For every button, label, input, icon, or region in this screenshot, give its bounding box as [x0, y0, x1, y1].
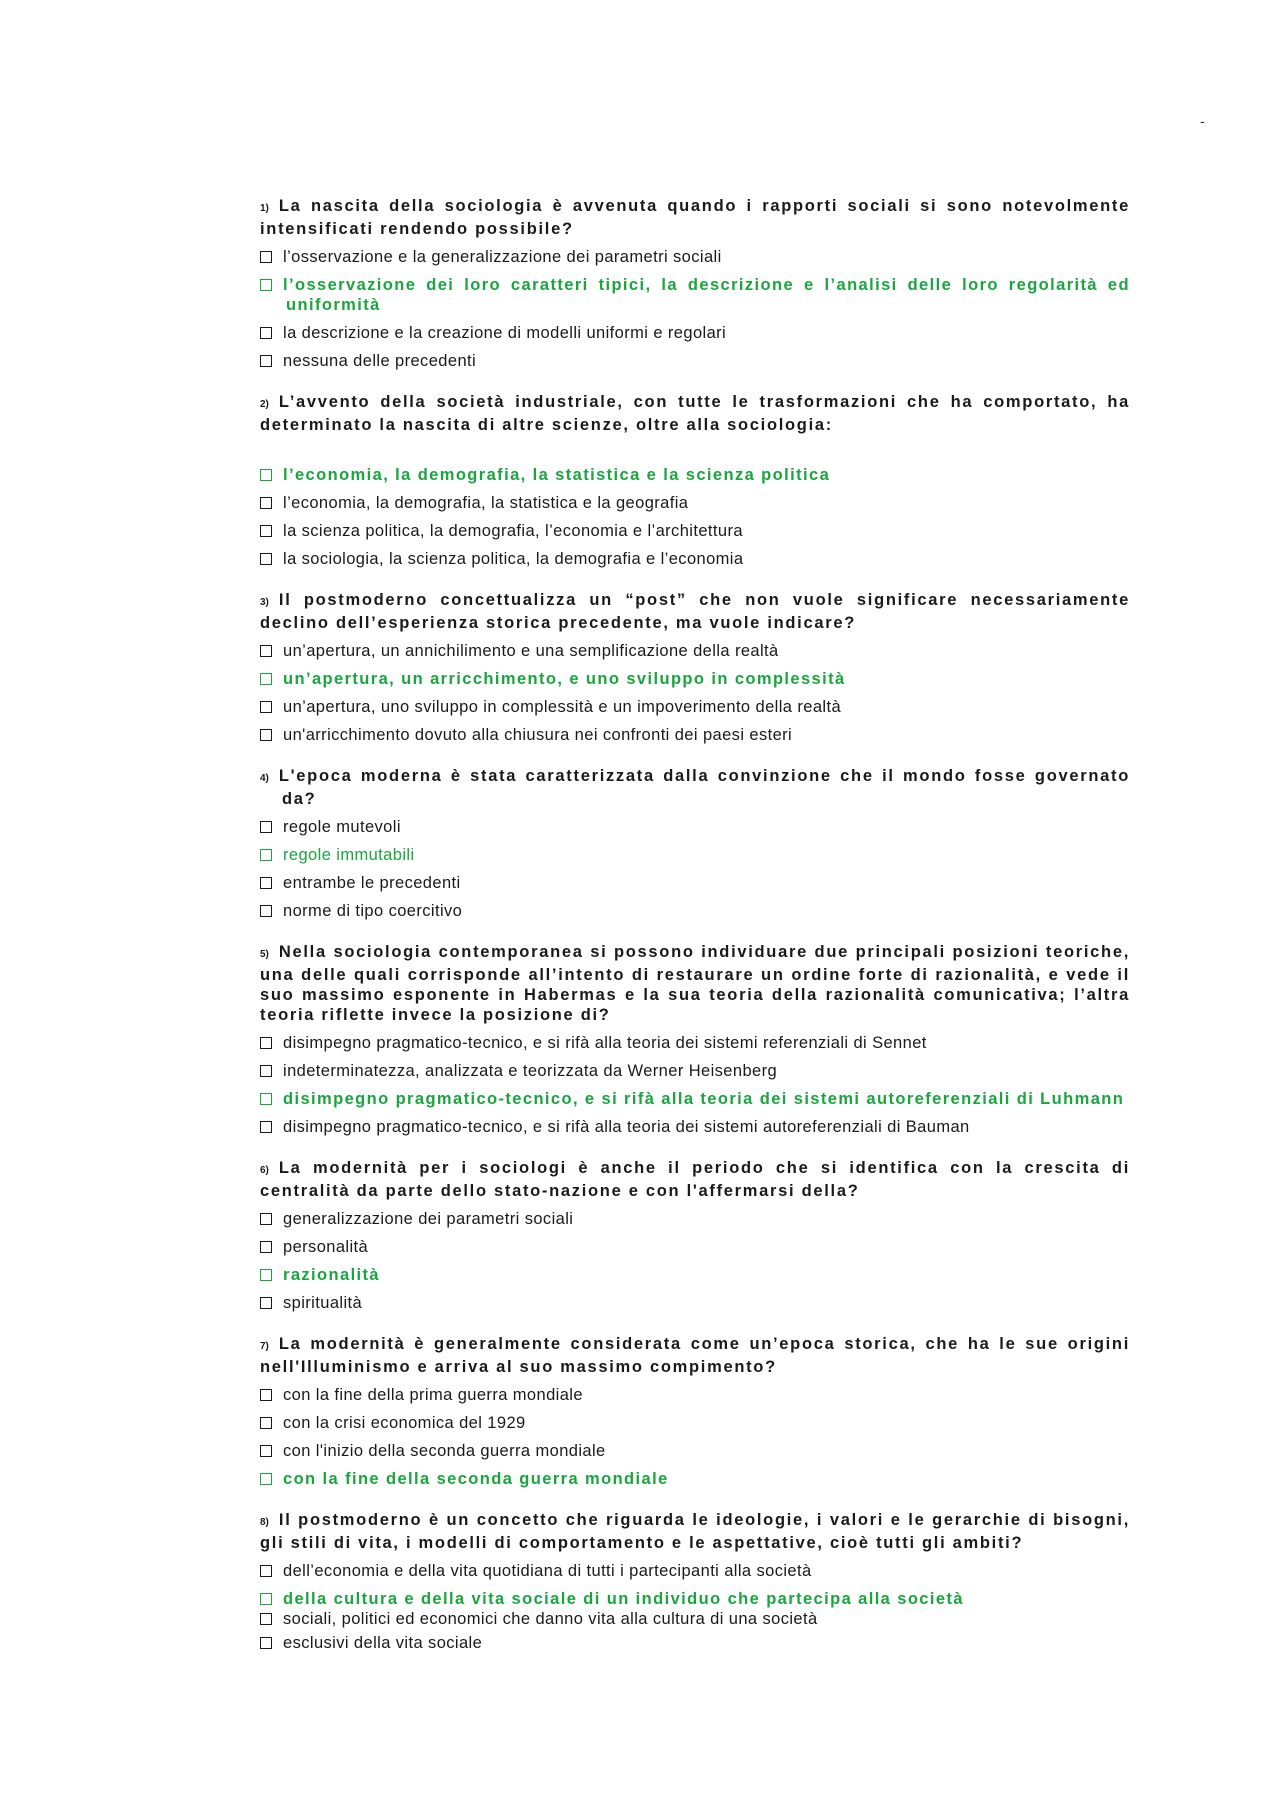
answer-option[interactable]: norme di tipo coercitivo — [260, 897, 1130, 925]
answer-option[interactable]: entrambe le precedenti — [260, 869, 1130, 897]
checkbox-icon[interactable] — [260, 1093, 272, 1105]
question-text: 3) Il postmoderno concettualizza un “post” che non vuole significare necessariamente declino dell’esperienza storica precedente, ma vuole indicare? — [260, 591, 1130, 632]
answer-option[interactable]: la descrizione e la creazione di modelli uniformi e regolari — [260, 319, 1130, 347]
checkbox-icon[interactable] — [260, 1473, 272, 1485]
answer-options — [260, 243, 1130, 375]
question-number: 4) — [260, 773, 269, 784]
checkbox-icon[interactable] — [260, 1037, 272, 1049]
checkbox-icon[interactable] — [260, 1417, 272, 1429]
answer-option[interactable]: esclusivi della vita sociale — [260, 1629, 1130, 1657]
question-5 — [260, 942, 1130, 1141]
question-number: 8) — [260, 1517, 269, 1528]
answer-option[interactable]: un'arricchimento dovuto alla chiusura nei confronti dei paesi esteri — [260, 721, 1130, 749]
answer-option-correct[interactable]: della cultura e della vita sociale di un individuo che partecipa alla società — [260, 1585, 1130, 1609]
answer-options — [260, 1029, 1130, 1141]
checkbox-icon[interactable] — [260, 1213, 272, 1225]
question-6 — [260, 1158, 1130, 1317]
checkbox-icon[interactable] — [260, 469, 272, 481]
answer-option-correct[interactable]: razionalità — [260, 1261, 1130, 1289]
answer-option[interactable]: la sociologia, la scienza politica, la demografia e l’economia — [260, 545, 1130, 573]
checkbox-icon[interactable] — [260, 1241, 272, 1253]
question-text: 5) Nella sociologia contemporanea si possono individuare due principali posizioni teoriche, una delle quali corrisponde all’intento di restaurare un ordine forte di razionalità, e vede il suo massimo esponente in Habermas e la sua teoria della razionalità comunicativa; l’altra teoria riflette invece la posizione di? — [260, 943, 1130, 1024]
answer-option[interactable]: regole mutevoli — [260, 813, 1130, 841]
question-8 — [260, 1510, 1130, 1657]
quiz-document — [260, 196, 1130, 1674]
answer-option[interactable]: un’apertura, uno sviluppo in complessità e un impoverimento della realtà — [260, 693, 1130, 721]
answer-options — [260, 637, 1130, 749]
answer-option[interactable]: l’osservazione e la generalizzazione dei parametri sociali — [260, 243, 1130, 271]
answer-options — [260, 1205, 1130, 1317]
checkbox-icon[interactable] — [260, 1297, 272, 1309]
answer-option[interactable]: un’apertura, un annichilimento e una semplificazione della realtà — [260, 637, 1130, 665]
checkbox-icon[interactable] — [260, 1269, 272, 1281]
checkbox-icon[interactable] — [260, 553, 272, 565]
question-1 — [260, 196, 1130, 375]
checkbox-icon[interactable] — [260, 701, 272, 713]
question-7 — [260, 1334, 1130, 1493]
answer-option[interactable]: indeterminatezza, analizzata e teorizzata da Werner Heisenberg — [260, 1057, 1130, 1085]
answer-options — [260, 1381, 1130, 1493]
answer-option[interactable]: sociali, politici ed economici che danno vita alla cultura di una società — [260, 1609, 1130, 1629]
answer-option-correct[interactable]: l’economia, la demografia, la statistica e la scienza politica — [260, 461, 1130, 489]
spacer — [260, 439, 1130, 461]
answer-option[interactable]: dell’economia e della vita quotidiana di tutti i partecipanti alla società — [260, 1557, 1130, 1585]
checkbox-icon[interactable] — [260, 821, 272, 833]
question-2 — [260, 392, 1130, 573]
answer-option[interactable]: spiritualità — [260, 1289, 1130, 1317]
checkbox-icon[interactable] — [260, 355, 272, 367]
question-text: 4) L'epoca moderna è stata caratterizzata dalla convinzione che il mondo fosse governato da? — [260, 767, 1130, 808]
answer-option[interactable]: l’economia, la demografia, la statistica e la geografia — [260, 489, 1130, 517]
checkbox-icon[interactable] — [260, 1121, 272, 1133]
checkbox-icon[interactable] — [260, 729, 272, 741]
checkbox-icon[interactable] — [260, 877, 272, 889]
answer-option[interactable]: con la crisi economica del 1929 — [260, 1409, 1130, 1437]
checkbox-icon[interactable] — [260, 645, 272, 657]
checkbox-icon[interactable] — [260, 251, 272, 263]
question-number: 1) — [260, 203, 269, 214]
answer-option-correct[interactable]: disimpegno pragmatico-tecnico, e si rifà alla teoria dei sistemi autoreferenziali di Luhmann — [260, 1085, 1130, 1113]
checkbox-icon[interactable] — [260, 1637, 272, 1649]
checkbox-icon[interactable] — [260, 1065, 272, 1077]
checkbox-icon[interactable] — [260, 849, 272, 861]
answer-option[interactable]: la scienza politica, la demografia, l’economia e l’architettura — [260, 517, 1130, 545]
answer-options — [260, 461, 1130, 573]
answer-option-correct[interactable]: con la fine della seconda guerra mondiale — [260, 1465, 1130, 1493]
answer-option-correct[interactable]: regole immutabili — [260, 841, 1130, 869]
answer-option[interactable]: personalità — [260, 1233, 1130, 1261]
checkbox-icon[interactable] — [260, 905, 272, 917]
checkbox-icon[interactable] — [260, 1445, 272, 1457]
question-number: 2) — [260, 399, 269, 410]
answer-option[interactable]: nessuna delle precedenti — [260, 347, 1130, 375]
checkbox-icon[interactable] — [260, 1565, 272, 1577]
checkbox-icon[interactable] — [260, 497, 272, 509]
answer-option[interactable]: generalizzazione dei parametri sociali — [260, 1205, 1130, 1233]
checkbox-icon[interactable] — [260, 1593, 272, 1605]
page-mark: - — [1200, 113, 1205, 129]
answer-option-correct[interactable]: l’osservazione dei loro caratteri tipici, la descrizione e l’analisi delle loro regolarità ed uniformità — [260, 271, 1130, 319]
question-number: 3) — [260, 597, 269, 608]
answer-option-correct[interactable]: un’apertura, un arricchimento, e uno sviluppo in complessità — [260, 665, 1130, 693]
question-text: 8) Il postmoderno è un concetto che riguarda le ideologie, i valori e le gerarchie di bisogni, gli stili di vita, i modelli di comportamento e le aspettative, cioè tutti gli ambiti? — [260, 1511, 1130, 1552]
answer-option[interactable]: disimpegno pragmatico-tecnico, e si rifà alla teoria dei sistemi referenziali di Sennet — [260, 1029, 1130, 1057]
checkbox-icon[interactable] — [260, 1389, 272, 1401]
question-number: 5) — [260, 949, 269, 960]
answer-option[interactable]: con l'inizio della seconda guerra mondiale — [260, 1437, 1130, 1465]
question-4 — [260, 766, 1130, 925]
question-text: 2) L’avvento della società industriale, con tutte le trasformazioni che ha comportato, ha determinato la nascita di altre scienze, oltre alla sociologia: — [260, 393, 1130, 434]
answer-options — [260, 1557, 1130, 1657]
question-number: 7) — [260, 1341, 269, 1352]
checkbox-icon[interactable] — [260, 279, 272, 291]
question-number: 6) — [260, 1165, 269, 1176]
question-text: 1) La nascita della sociologia è avvenuta quando i rapporti sociali si sono notevolmente intensificati rendendo possibile? — [260, 197, 1130, 238]
answer-options — [260, 813, 1130, 925]
checkbox-icon[interactable] — [260, 673, 272, 685]
checkbox-icon[interactable] — [260, 327, 272, 339]
question-3 — [260, 590, 1130, 749]
question-text: 6) La modernità per i sociologi è anche il periodo che si identifica con la crescita di centralità da parte dello stato-nazione e con l'affermarsi della? — [260, 1159, 1130, 1200]
question-text: 7) La modernità è generalmente considerata come un’epoca storica, che ha le sue origini nell'Illuminismo e arriva al suo massimo compimento? — [260, 1335, 1130, 1376]
answer-option[interactable]: con la fine della prima guerra mondiale — [260, 1381, 1130, 1409]
answer-option[interactable]: disimpegno pragmatico-tecnico, e si rifà alla teoria dei sistemi autoreferenziali di Bauman — [260, 1113, 1130, 1141]
checkbox-icon[interactable] — [260, 1613, 272, 1625]
checkbox-icon[interactable] — [260, 525, 272, 537]
